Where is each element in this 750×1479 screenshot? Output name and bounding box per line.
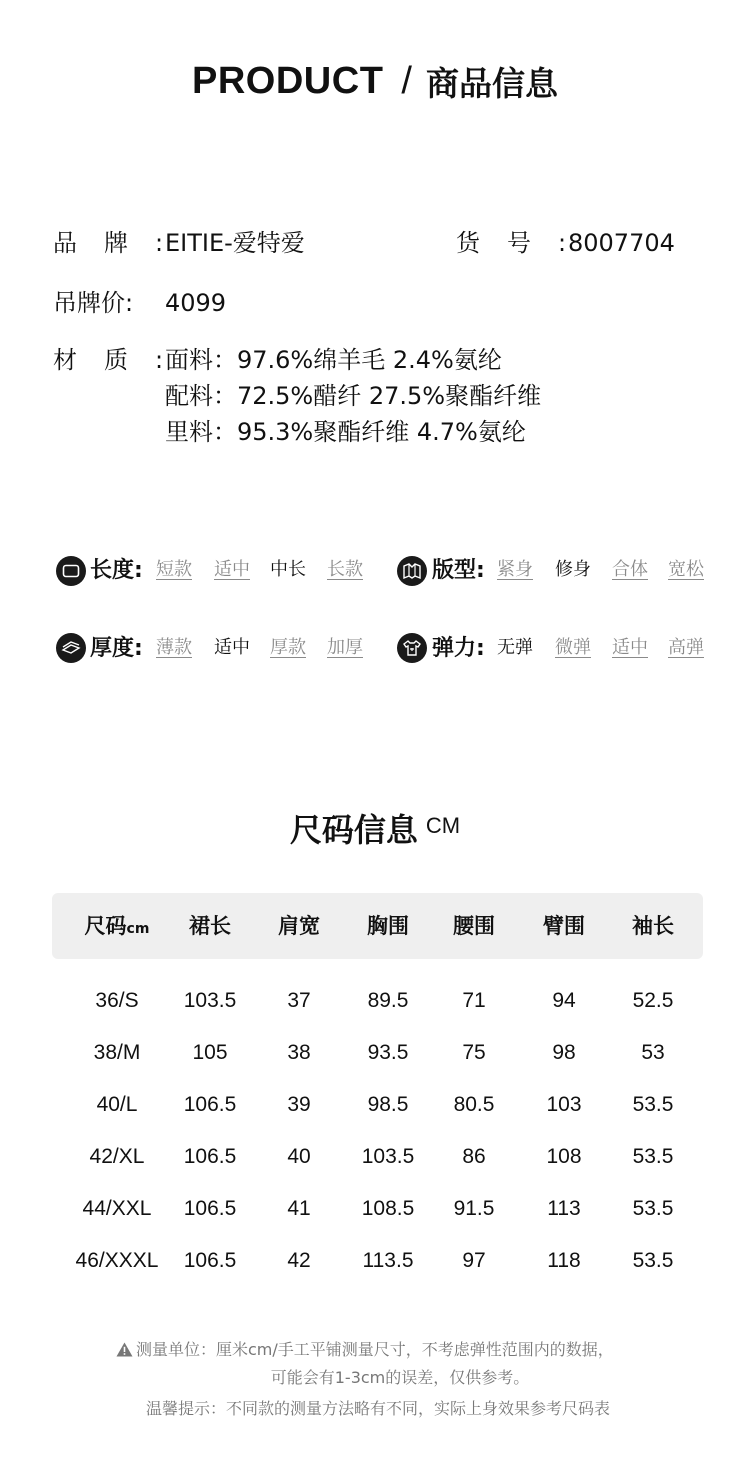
fabric-thickness-icon [56, 633, 86, 663]
cell-shoulder: 40 [287, 1145, 311, 1168]
cell-chest: 98.5 [367, 1093, 409, 1116]
fit-silhouette-icon [397, 556, 427, 586]
page-title [0, 58, 750, 105]
cell-sleeve: 53.5 [632, 1249, 674, 1272]
material-line-trim: 配料：72.5%醋纤 27.5%聚酯纤维 [165, 382, 542, 410]
length-option-medium: 适中 [214, 559, 250, 580]
thickness-option-thin: 薄款 [156, 637, 192, 658]
header-size-text: 尺码 [84, 914, 127, 938]
cell-waist: 80.5 [453, 1093, 495, 1116]
note-line-1 [116, 1337, 614, 1360]
stretch-shirt-icon [397, 633, 427, 663]
cell-skirt-length: 105 [192, 1041, 228, 1064]
cell-arm: 94 [552, 989, 576, 1012]
cell-chest: 93.5 [367, 1041, 409, 1064]
title-chinese: 商品信息 [425, 64, 558, 103]
attr-length-label: 长度: [90, 558, 143, 583]
thickness-option-extra-thick: 加厚 [327, 637, 363, 658]
cell-skirt-length: 103.5 [183, 989, 237, 1012]
length-option-long: 长款 [327, 559, 363, 580]
cell-chest: 89.5 [367, 989, 409, 1012]
cell-size: 36/S [95, 989, 139, 1012]
header-waist: 腰围 [453, 914, 495, 938]
fit-option-tight: 紧身 [497, 559, 533, 580]
title-english: PRODUCT [192, 60, 384, 102]
sku-label: 货号: [456, 229, 594, 257]
length-option-midlong: 中长 [270, 559, 306, 580]
header-skirt-length: 裙长 [189, 914, 231, 938]
cell-waist: 91.5 [453, 1197, 495, 1220]
cell-shoulder: 39 [287, 1093, 311, 1116]
attr-fit-label: 版型: [432, 558, 485, 583]
header-sleeve: 袖长 [632, 914, 674, 938]
stretch-option-slight: 微弹 [555, 637, 591, 658]
note-line-1-text: 测量单位：厘米cm/手工平铺测量尺寸，不考虑弹性范围内的数据， [136, 1340, 614, 1359]
cell-chest: 113.5 [362, 1249, 414, 1272]
header-size-unit: cm [126, 921, 150, 937]
cell-shoulder: 37 [287, 989, 311, 1012]
cell-arm: 98 [552, 1041, 576, 1064]
cell-skirt-length: 106.5 [183, 1249, 237, 1272]
price-value: 4099 [165, 289, 227, 317]
cell-arm: 108 [546, 1145, 582, 1168]
thickness-option-medium: 适中 [214, 637, 250, 658]
material-line-shell: 面料：97.6%绵羊毛 2.4%氨纶 [165, 346, 502, 374]
cell-sleeve: 53.5 [632, 1197, 674, 1220]
size-title-unit: CM [425, 813, 461, 838]
brand-label-text: 品牌: [53, 229, 191, 257]
cell-size: 46/XXXL [75, 1249, 159, 1272]
note-line-2: 可能会有1-3cm的误差，仅供参考。 [270, 1368, 530, 1387]
stretch-option-none: 无弹 [497, 637, 533, 658]
coat-length-icon [56, 556, 86, 586]
cell-size: 42/XL [89, 1145, 145, 1168]
cell-arm: 118 [547, 1249, 581, 1272]
cell-waist: 71 [462, 989, 486, 1012]
warning-icon [116, 1342, 133, 1357]
sku-value: 8007704 [568, 229, 675, 257]
material-label: 材质: [53, 346, 191, 374]
cell-size: 40/L [96, 1093, 138, 1116]
stretch-option-high: 高弹 [668, 637, 704, 658]
cell-skirt-length: 106.5 [183, 1093, 237, 1116]
cell-arm: 103 [546, 1093, 582, 1116]
cell-sleeve: 53.5 [632, 1093, 674, 1116]
material-line-lining: 里料：95.3%聚酯纤维 4.7%氨纶 [165, 418, 526, 446]
header-shoulder: 肩宽 [278, 914, 320, 938]
cell-arm: 113 [547, 1197, 581, 1220]
cell-waist: 97 [462, 1249, 486, 1272]
header-arm: 臂围 [543, 914, 585, 938]
size-section-title [0, 805, 750, 851]
note-line-3: 温馨提示：不同款的测量方法略有不同，实际上身效果参考尺码表 [146, 1399, 611, 1418]
cell-chest: 108.5 [361, 1197, 415, 1220]
brand-value: EITIE-爱特爱 [165, 229, 305, 257]
price-label: 吊牌价: [53, 289, 134, 317]
cell-size: 38/M [93, 1041, 141, 1064]
cell-shoulder: 38 [287, 1041, 311, 1064]
fit-option-slim: 修身 [555, 559, 591, 580]
cell-waist: 75 [462, 1041, 486, 1064]
cell-sleeve: 52.5 [632, 989, 674, 1012]
header-size [67, 893, 167, 959]
cell-waist: 86 [462, 1145, 486, 1168]
cell-sleeve: 53.5 [632, 1145, 674, 1168]
fit-option-regular: 合体 [612, 559, 648, 580]
cell-skirt-length: 106.5 [183, 1145, 237, 1168]
length-option-short: 短款 [156, 559, 192, 580]
thickness-option-thick: 厚款 [270, 637, 306, 658]
attr-thickness-label: 厚度: [90, 636, 143, 661]
fit-option-loose: 宽松 [668, 559, 704, 580]
cell-size: 44/XXL [82, 1197, 152, 1220]
cell-shoulder: 42 [287, 1249, 311, 1272]
attr-stretch-label: 弹力: [432, 636, 485, 661]
header-chest: 胸围 [367, 914, 409, 938]
cell-shoulder: 41 [287, 1197, 311, 1220]
cell-sleeve: 53 [641, 1041, 665, 1064]
size-title-text: 尺码信息 [289, 811, 418, 849]
title-slash: / [401, 60, 412, 102]
cell-skirt-length: 106.5 [183, 1197, 237, 1220]
stretch-option-medium: 适中 [612, 637, 648, 658]
cell-chest: 103.5 [361, 1145, 415, 1168]
